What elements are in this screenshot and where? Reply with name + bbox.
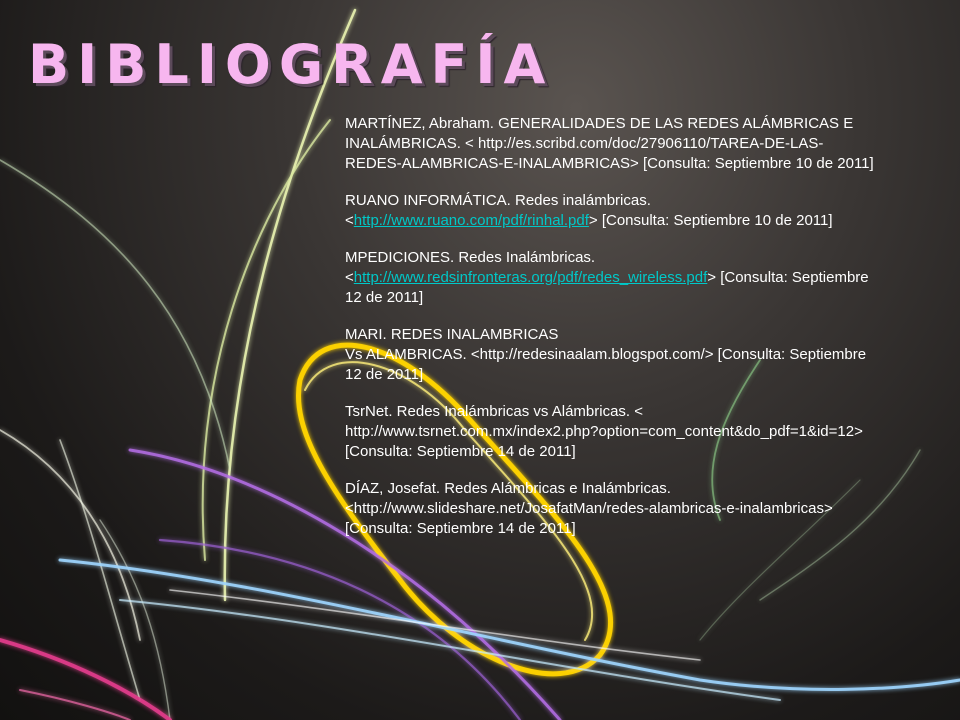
reference-link[interactable]: http://www.ruano.com/pdf/rinhal.pdf (353, 212, 589, 229)
bibliography-list (345, 114, 920, 556)
reference-consulta: > [Consulta: Septiembre 10 de 2011] (588, 212, 833, 229)
reference-line: 12 de 2011] (345, 289, 424, 306)
reference-line (345, 211, 920, 231)
reference-line: 12 de 2011] (345, 366, 424, 383)
reference-line: REDES-ALAMBRICAS-E-INALAMBRICAS> [Consulta: Septiembre 10 de 2011] (345, 155, 874, 172)
reference-line: MPEDICIONES. Redes Inalámbricas. (345, 249, 596, 266)
reference-line: Vs ALAMBRICAS. <http://redesinaalam.blogspot.com/> [Consulta: Septiembre (345, 346, 867, 363)
reference-item (345, 479, 920, 539)
reference-line (345, 268, 920, 288)
reference-link[interactable]: http://www.redsinfronteras.org/pdf/redes_wireless.pdf (353, 269, 708, 286)
reference-line: INALÁMBRICAS. < http://es.scribd.com/doc/27906110/TAREA-DE-LAS- (345, 135, 824, 152)
reference-item (345, 191, 920, 231)
page-title: BIBLIOGRAFÍA (28, 33, 554, 96)
reference-item (345, 114, 920, 174)
reference-item (345, 248, 920, 308)
angle-open: < (345, 212, 354, 229)
reference-line: DÍAZ, Josefat. Redes Alámbricas e Inalámbricas. (345, 480, 671, 497)
angle-open: < (345, 269, 354, 286)
reference-item (345, 402, 920, 462)
reference-line: [Consulta: Septiembre 14 de 2011] (345, 520, 576, 537)
reference-line: [Consulta: Septiembre 14 de 2011] (345, 443, 576, 460)
reference-line: TsrNet. Redes Inalámbricas vs Alámbricas. < (345, 403, 644, 420)
reference-line: MARI. REDES INALAMBRICAS (345, 326, 559, 343)
reference-line: MARTÍNEZ, Abraham. GENERALIDADES DE LAS REDES ALÁMBRICAS E (345, 115, 854, 132)
reference-line: <http://www.slideshare.net/JosafatMan/redes-alambricas-e-inalambricas> (345, 500, 833, 517)
reference-line: RUANO INFORMÁTICA. Redes inalámbricas. (345, 192, 651, 209)
reference-consulta: > [Consulta: Septiembre (707, 269, 869, 286)
reference-line: http://www.tsrnet.com.mx/index2.php?option=com_content&do_pdf=1&id=12> (345, 423, 863, 440)
reference-item (345, 325, 920, 385)
